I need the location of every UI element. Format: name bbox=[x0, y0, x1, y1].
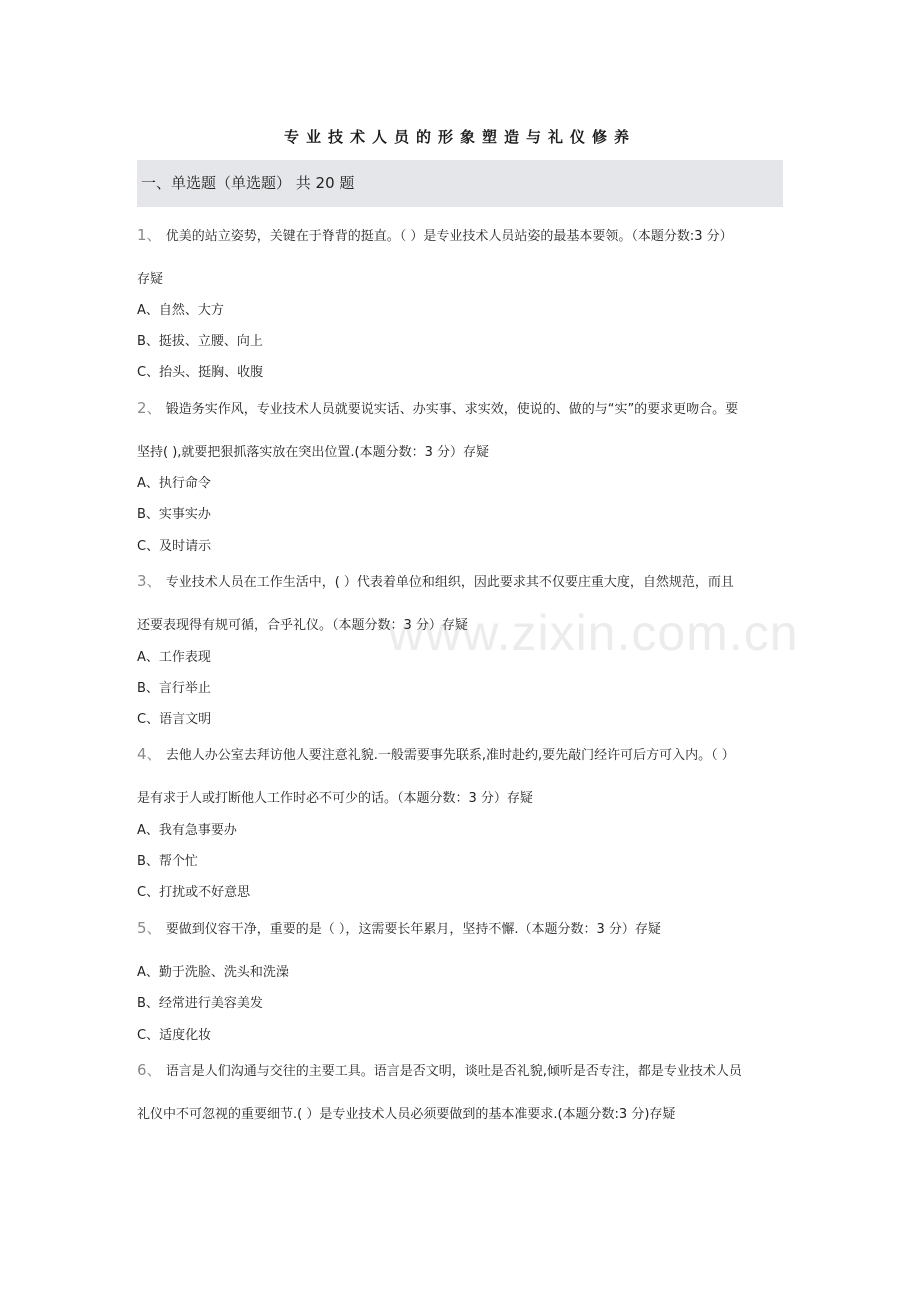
option-b[interactable]: B、挺拔、立腰、向上 bbox=[137, 334, 263, 349]
question-4-stem-cont: 是有求于人或打断他人工作时必不可少的话。（本题分数：3 分）存疑 bbox=[137, 791, 533, 806]
question-number: 1 bbox=[137, 226, 147, 244]
question-2-stem-cont: 坚持( ),就要把狠抓落实放在突出位置.(本题分数：3 分）存疑 bbox=[137, 445, 490, 460]
option-b[interactable]: B、实事实办 bbox=[137, 507, 211, 522]
page-title: 专业技术人员的形象塑造与礼仪修养 bbox=[283, 128, 636, 146]
option-c[interactable]: C、打扰或不好意思 bbox=[137, 885, 251, 900]
question-number: 6 bbox=[137, 1061, 147, 1079]
question-number: 2 bbox=[137, 399, 147, 417]
question-3-stem: 3、 专业技术人员在工作生活中，( ）代表着单位和组织，因此要求其不仅要庄重大度，自然规范，而且 bbox=[137, 572, 734, 590]
question-1-stem: 1、 优美的站立姿势，关键在于脊背的挺直。（ ）是专业技术人员站姿的最基本要领。（本题分数:3 分） bbox=[137, 226, 733, 244]
option-c[interactable]: C、适度化妆 bbox=[137, 1028, 212, 1043]
option-a[interactable]: A、工作表现 bbox=[137, 650, 211, 665]
watermark: www.zixin.com.cn bbox=[388, 605, 799, 661]
option-a[interactable]: A、自然、大方 bbox=[137, 303, 224, 318]
question-number: 3 bbox=[137, 572, 147, 590]
question-6-stem-cont: 礼仪中不可忽视的重要细节.( ）是专业技术人员必须要做到的基本准要求.(本题分数:3 分)存疑 bbox=[137, 1107, 676, 1122]
option-c[interactable]: C、抬头、挺胸、收腹 bbox=[137, 365, 264, 380]
option-c[interactable]: C、语言文明 bbox=[137, 712, 212, 727]
option-c[interactable]: C、及时请示 bbox=[137, 539, 212, 554]
option-b[interactable]: B、经常进行美容美发 bbox=[137, 996, 263, 1011]
question-number: 4 bbox=[137, 745, 147, 763]
question-number: 5 bbox=[137, 919, 147, 937]
question-1-stem-cont: 存疑 bbox=[137, 272, 164, 287]
question-2-stem: 2、 锻造务实作风，专业技术人员就要说实话、办实事、求实效，使说的、做的与“实”的要求更吻合。要 bbox=[137, 399, 739, 417]
section-header: 一、单选题（单选题） 共 20 题 bbox=[137, 160, 783, 207]
question-4-stem: 4、 去他人办公室去拜访他人要注意礼貌.一般需要事先联系,准时赴约,要先敲门经许可后方可入内。（ ） bbox=[137, 745, 735, 763]
option-a[interactable]: A、执行命令 bbox=[137, 476, 211, 491]
option-a[interactable]: A、勤于洗脸、洗头和洗澡 bbox=[137, 965, 289, 980]
option-b[interactable]: B、言行举止 bbox=[137, 681, 211, 696]
question-6-stem: 6、 语言是人们沟通与交往的主要工具。语言是否文明，谈吐是否礼貌,倾听是否专注，都是专业技术人员 bbox=[137, 1061, 742, 1079]
option-a[interactable]: A、我有急事要办 bbox=[137, 823, 237, 838]
question-5-stem: 5、 要做到仪容干净，重要的是（ ），这需要长年累月，坚持不懈.（本题分数：3 分）存疑 bbox=[137, 919, 661, 937]
option-b[interactable]: B、帮个忙 bbox=[137, 854, 198, 869]
question-3-stem-cont: 还要表现得有规可循，合乎礼仪。（本题分数：3 分）存疑 bbox=[137, 618, 468, 633]
